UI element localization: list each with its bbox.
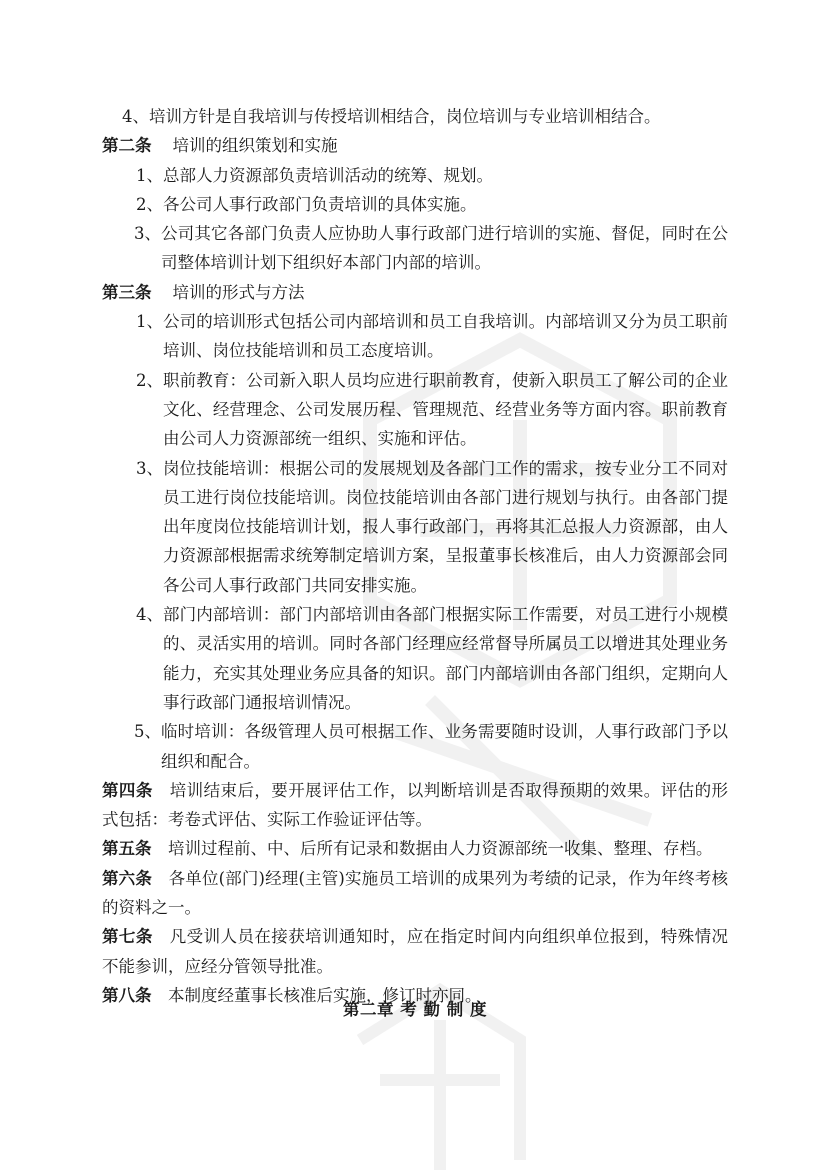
article-7-label: 第七条: [102, 927, 153, 947]
article-3-item-5: [102, 717, 728, 776]
document-body: [102, 102, 728, 1010]
article-2-item-3: [102, 219, 728, 278]
chapter-number: 第二章: [343, 1000, 394, 1019]
item-number: 1、: [136, 165, 163, 185]
article-2-item-2: [102, 190, 728, 219]
article-3-item-2: [102, 366, 728, 454]
item-text: 职前教育：公司新入职人员均应进行职前教育，使新入职员工了解公司的企业文化、经营理念、公司发展历程、管理规范、经营业务等方面内容。职前教育由公司人力资源部统一组织、实施和评估。: [163, 370, 728, 449]
chapter-char-4: 度: [470, 1000, 487, 1019]
item-text: 临时培训：各级管理人员可根据工作、业务需要随时设训，人事行政部门予以组织和配合。: [161, 722, 728, 771]
item-text: 公司的培训形式包括公司内部培训和员工自我培训。内部培训又分为员工职前培训、岗位技能培训和员工态度培训。: [163, 312, 728, 361]
article-7-text: 凡受训人员在接获培训通知时，应在指定时间内向组织单位报到，特殊情况不能参训，应经分管领导批准。: [102, 927, 729, 976]
chapter-heading: [0, 996, 830, 1020]
article-4: [102, 776, 728, 835]
article-6-label: 第六条: [102, 868, 152, 888]
article-6-text: 各单位(部门)经理(主管)实施员工培训的成果列为考绩的记录，作为年终考核的资料之一。: [102, 868, 729, 918]
principle-line: 4、培训方针是自我培训与传授培训相结合，岗位培训与专业培训相结合。: [122, 107, 661, 126]
chapter-char-1: 考: [400, 1000, 418, 1019]
item-text: 部门内部培训：部门内部培训由各部门根据实际工作需要，对员工进行小规模的、灵活实用的培训。同时各部门经理应经常督导所属员工以增进其处理业务能力，充实其处理业务应具备的知识。部门内部培训由各部门组织，定期向人事行政部门通报培训情况。: [163, 605, 728, 712]
item-text: 各公司人事行政部门负责培训的具体实施。: [163, 194, 477, 214]
article-4-label: 第四条: [102, 780, 153, 800]
item-number: 1、: [136, 312, 163, 332]
item-text: 公司其它各部门负责人应协助人事行政部门进行培训的实施、督促，同时在公司整体培训计划下组织好本部门内部的培训。: [161, 224, 728, 273]
item-number: 3、: [134, 224, 161, 244]
article-2-heading: [102, 131, 728, 160]
article-4-text: 培训结束后，要开展评估工作，以判断培训是否取得预期的效果。评估的形式包括：考卷式评估、实际工作验证评估等。: [102, 780, 729, 830]
article-3-heading: [102, 278, 728, 307]
item-text: 总部人力资源部负责培训活动的统筹、规划。: [163, 165, 493, 185]
article-8-label: 第八条: [102, 985, 152, 1005]
article-3-item-1: [102, 307, 728, 366]
item-number: 4、: [136, 605, 163, 625]
article-7: [102, 922, 728, 981]
article-3-label: 第三条: [102, 282, 152, 302]
item-number: 2、: [136, 194, 163, 214]
article-6: [102, 864, 728, 923]
article-3-item-3: [102, 454, 728, 600]
article-2-title: 培训的组织策划和实施: [172, 136, 338, 156]
article-5-text: 培训过程前、中、后所有记录和数据由人力资源部统一收集、整理、存档。: [168, 839, 713, 859]
chapter-char-2: 勤: [423, 1000, 441, 1019]
article-3-item-4: [102, 600, 728, 717]
article-3-title: 培训的形式与方法: [172, 282, 305, 302]
article-5-label: 第五条: [102, 839, 152, 859]
article-2-item-1: [102, 161, 728, 190]
chapter-char-3: 制: [446, 1000, 464, 1019]
article-5: [102, 834, 728, 863]
item-number: 5、: [134, 722, 161, 742]
article-2-label: 第二条: [102, 136, 152, 156]
item-number: 2、: [136, 370, 163, 390]
article-8-text: 本制度经董事长核准后实施，修订时亦同。: [168, 985, 482, 1005]
item-text: 岗位技能培训：根据公司的发展规划及各部门工作的需求，按专业分工不同对员工进行岗位技能培训。岗位技能培训由各部门进行规划与执行。由各部门提出年度岗位技能培训计划，报人事行政部门，再将其汇总报人力资源部，由人力资源部根据需求统筹制定培训方案，呈报董事长核准后，由人力资源部会同各公司人事行政部门共同安排实施。: [163, 458, 728, 595]
item-number: 3、: [136, 458, 163, 478]
